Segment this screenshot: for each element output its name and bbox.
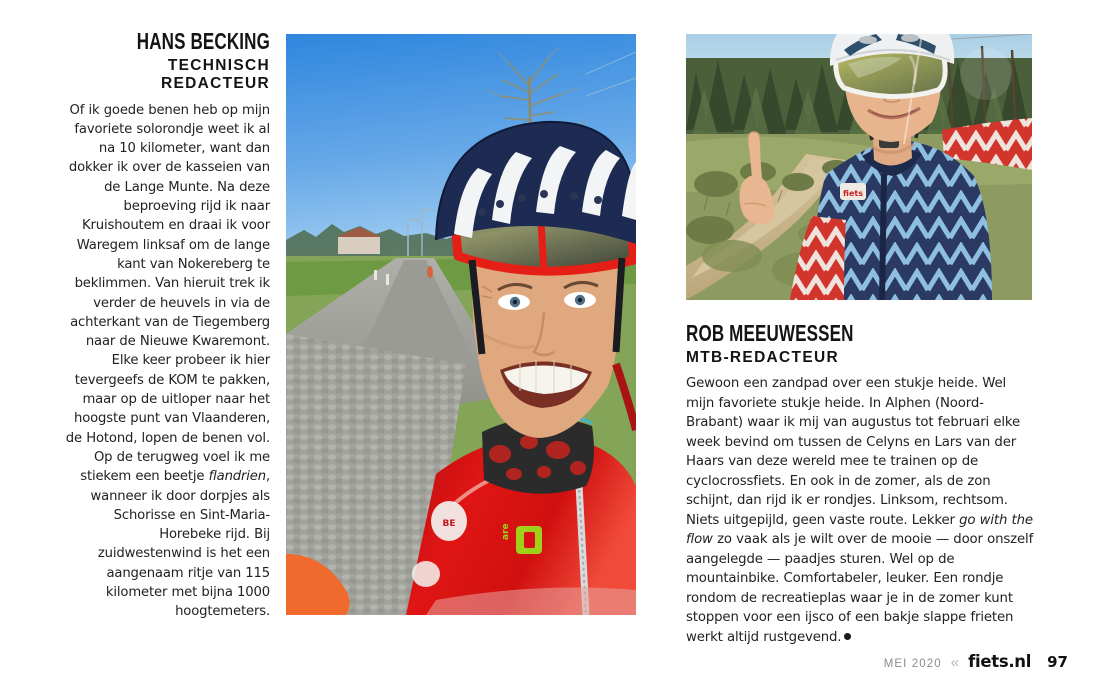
road-cyclist-selfie-photo <box>286 34 636 615</box>
svg-text:fiets: fiets <box>843 189 863 198</box>
article-hans-becking <box>62 30 270 622</box>
author-role-text: TECHNISCH REDACTEUR <box>160 57 270 93</box>
svg-text:BE: BE <box>442 519 456 529</box>
article-rob-meeuwessen <box>686 322 1034 647</box>
author-role-rob-meeuwessen <box>686 349 1034 367</box>
article-body-rob-meeuwessen: Gewoon een zandpad over een stukje heide. Wel mijn favoriete stukje heide. In Alphen (Noord-Brabant) waar ik mij van augustus tot februari elke week bevind om tussen de Celyns en Lars van der Haars van deze wereld mee te trainen op de cyclocrossfiets. En ook in de zomer, als de zon schijnt, dan rijd ik er rondjes. Linksom, rechtsom. Niets uitgepijld, geen vaste route. Lekker go with the flow zo vaak als je wilt over de mooie — door onszelf aangelegde — paadjes sturen. Wel op de mountainbike. Comfortabeler, leuker. Een rondje rondom de recreatieplas waar je in de zomer kunt stoppen voor een ijsco of een bakje slappe frieten werkt altijd rustgevend. <box>686 376 1034 645</box>
author-role-text: MTB-REDACTEUR <box>686 349 839 366</box>
emphasis-text: go with the flow <box>686 512 1033 548</box>
mtb-rider-heath-photo <box>686 34 1032 300</box>
page-footer <box>884 652 1068 671</box>
author-role-hans-becking <box>62 57 270 94</box>
page-number: 97 <box>1047 653 1068 671</box>
issue-date: MEI 2020 <box>883 658 942 670</box>
article-body-hans-becking: Of ik goede benen heb op mijn favoriete solorondje weet ik al na 10 kilometer, want dan dokker ik over de kasseien van de Lange Munte. Na deze beproeving rijd ik naar Kruishoutem en draai ik voor Waregem linksaf om de lange kant van Nokereberg te beklimmen. Van hieruit trek ik verder de heuvels in via de achterkant van de Tiegemberg naar de Nieuwe Kwaremont. Elke keer probeer ik hier tevergeefs de KOM te pakken, maar op de uitloper naar het hoogste punt van Vlaanderen, de Hotond, lopen de benen vol. Op de terugweg voel ik me stiekem een beetje flandrien, wanneer ik door dorpjes als Schorisse en Sint-Maria-Horebeke rijd. Bij zuidwestenwind is het een aangenaam ritje van 115 kilometer met bijna 1000 hoogtemeters. <box>65 102 270 620</box>
svg-text:are: are <box>501 523 511 540</box>
article-end-mark <box>844 633 851 640</box>
author-name-hans-becking: HANS BECKING <box>136 28 270 54</box>
author-name-rob-meeuwessen: ROB MEEUWESSEN <box>686 320 854 346</box>
publication-logo: fiets.nl <box>968 652 1032 671</box>
emphasis-text: flandrien <box>208 469 266 485</box>
double-chevron-left-icon: « <box>950 654 960 671</box>
